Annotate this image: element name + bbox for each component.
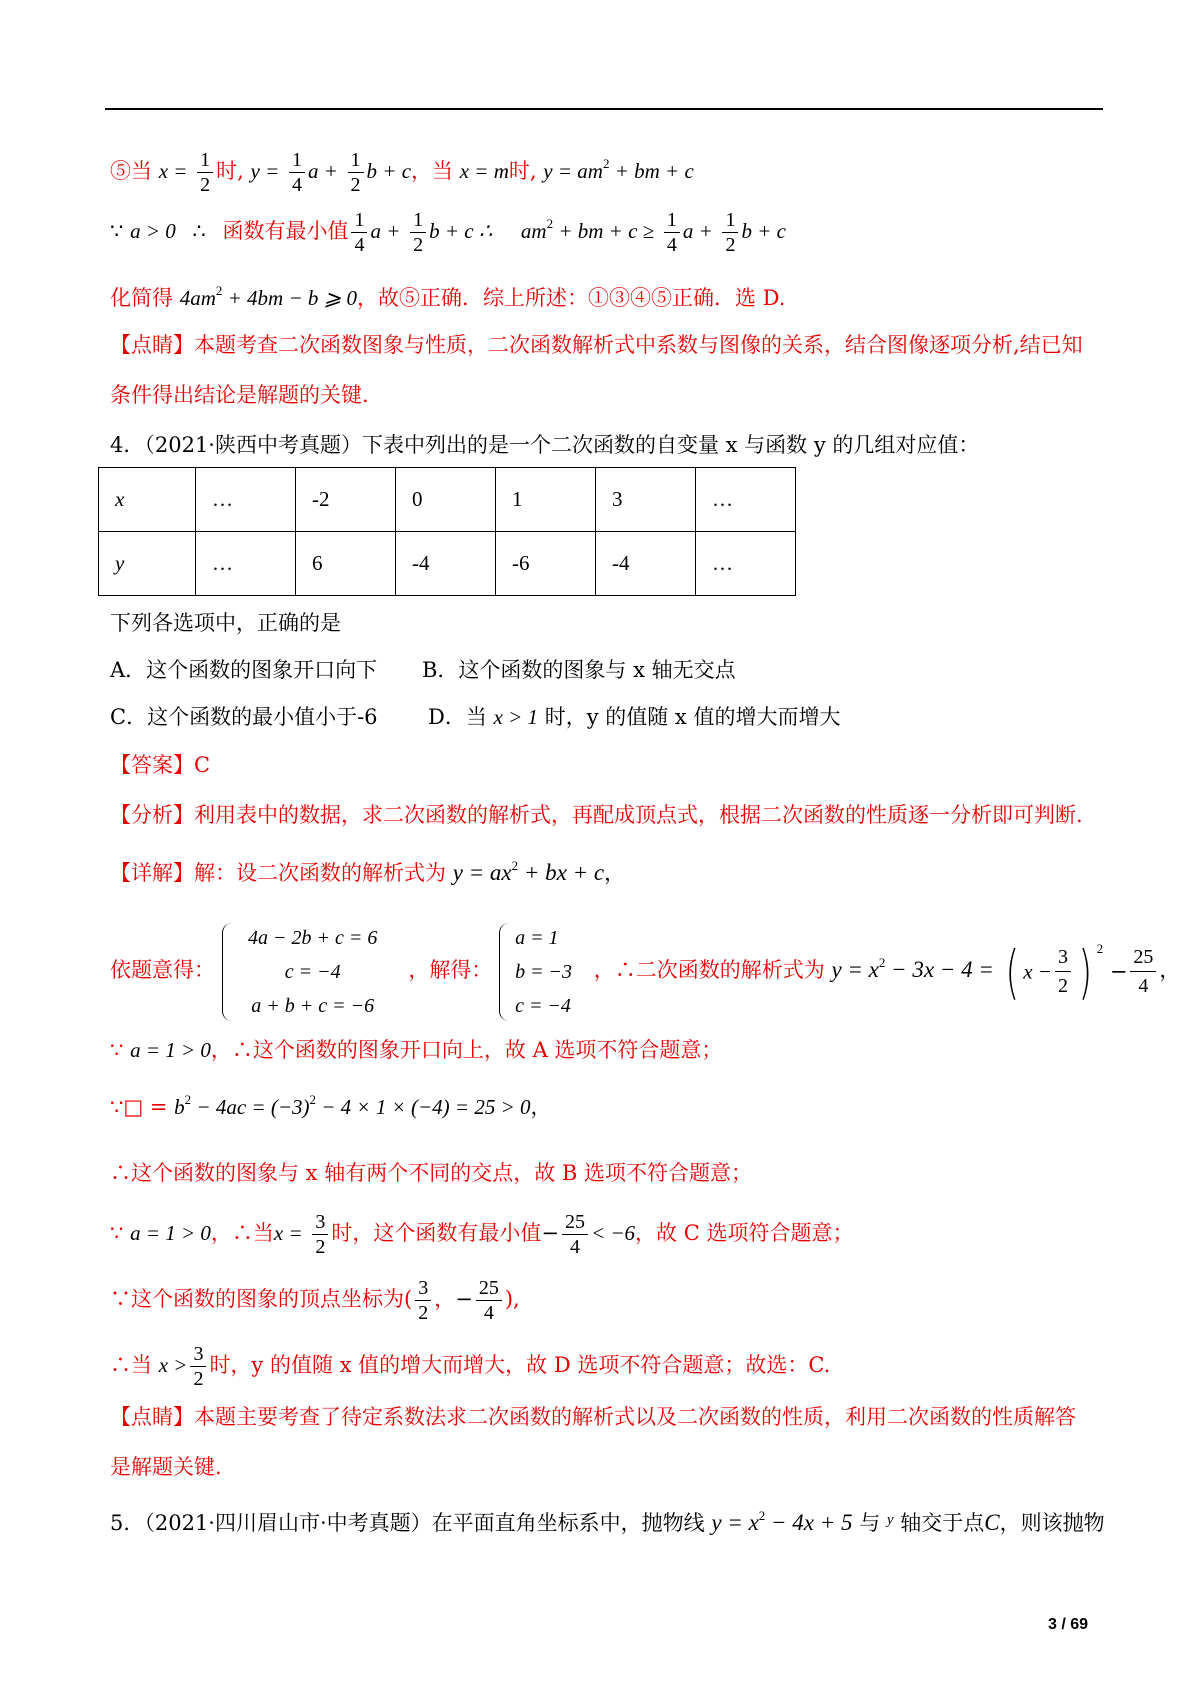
- table-cell: 0: [396, 468, 496, 532]
- fraction: $\frac{25}{4}$: [476, 1276, 502, 1325]
- step4: ∵ a = 1 > 0，∴当x = $\frac{3}{2}$ 时，这个函数有最小值− $\frac{25}{4}$ < −6，故 C 选项符合题意；: [110, 1211, 854, 1258]
- fraction: $\frac{1}{2}$: [348, 148, 364, 197]
- step2: ∵□ = $b^2 - 4ac = (-3)^2 - 4 \times 1 \times (-4) = 25 > 0$，: [110, 1092, 552, 1119]
- fraction: $\frac{25}{4}$: [1130, 943, 1156, 1000]
- fraction: $\frac{3}{2}$: [190, 1342, 206, 1391]
- q3-simplify-line: 化简得 $4am^2 + 4bm - b$ ⩾ 0，故⑤正确．综上所述：①③④⑤正确．选 D.: [110, 283, 786, 310]
- table-cell: …: [696, 532, 796, 596]
- table-cell: -4: [596, 532, 696, 596]
- answer: 【答案】C: [110, 753, 211, 777]
- system-line: 依题意得： 4a − 2b + c = 6 c = −4 a + b + c = −6 ，解得： a = 1 b = −3 c = −4 ，∴二次函数的解析式为 $y = x^2 - 3x - 4$ = ( x − $\frac{3}{2}$ ) $^2$ − $\frac{25}{4}$ ，: [110, 915, 1180, 1027]
- fraction: $\frac{1}{4}$: [289, 148, 305, 197]
- table-row: [99, 468, 796, 532]
- step1: ∵ a = 1 > 0，∴这个函数的图象开口向上，故 A 选项不符合题意；: [110, 1038, 723, 1062]
- q4-comment-line1: 【点睛】本题主要考查了待定系数法求二次函数的解析式以及二次函数的性质，利用二次函数的性质解答: [110, 1405, 1076, 1429]
- table-cell: 3: [596, 468, 696, 532]
- table-cell: …: [196, 532, 296, 596]
- table-cell: -6: [496, 532, 596, 596]
- table-cell: …: [196, 468, 296, 532]
- q4-stem: 4．（2021·陕西中考真题）下表中列出的是一个二次函数的自变量 x 与函数 y 的几组对应值：: [110, 433, 980, 457]
- q3-because-line: ∵ a > 0 ∴ 函数有最小值 $\frac{1}{4}$ a + $\frac{1}{2}$ b + c ∴ $am^2$ + bm + c ≥ $\frac{1}{4}$ a + $\frac{1}{2}$ b + c: [110, 209, 786, 256]
- fraction: $\frac{3}{2}$: [312, 1210, 328, 1259]
- equation-system: 4a − 2b + c = 6 c = −4 a + b + c = −6: [222, 921, 388, 1023]
- table-cell: 1: [496, 468, 596, 532]
- q4-comment-line2: 是解题关键.: [110, 1455, 222, 1479]
- item5-label: ⑤当: [110, 159, 152, 183]
- fraction: $\frac{3}{2}$: [1055, 943, 1071, 1000]
- fraction: $\frac{1}{2}$: [722, 208, 738, 257]
- fraction: $\frac{3}{2}$: [415, 1276, 431, 1325]
- step3: ∴这个函数的图象与 x 轴有两个不同的交点，故 B 选项不符合题意；: [110, 1161, 752, 1185]
- option-a: A．这个函数的图象开口向下: [110, 658, 378, 682]
- option-b: B．这个函数的图象与 x 轴无交点: [422, 658, 736, 682]
- header-rule: [105, 108, 1103, 110]
- fraction: $\frac{1}{4}$: [664, 208, 680, 257]
- option-c: C．这个函数的最小值小于-6: [110, 705, 378, 729]
- fraction: $\frac{1}{2}$: [197, 148, 213, 197]
- analysis: 【分析】利用表中的数据，求二次函数的解析式，再配成顶点式，根据二次函数的性质逐一分析即可判断.: [110, 803, 1083, 827]
- q3-item5-line: ⑤当 x = $\frac{1}{2}$ 时, y = $\frac{1}{4}$ a + $\frac{1}{2}$ b + c，当 x = m时, $y = am^2$ + bm + c: [110, 149, 694, 196]
- detail-line: 【详解】解：设二次函数的解析式为 $y = ax^2$ + bx + c，: [110, 858, 626, 885]
- step5: ∵这个函数的图象的顶点坐标为( $\frac{3}{2}$ ，− $\frac{25}{4}$ ),: [110, 1277, 520, 1324]
- table-cell: 6: [296, 532, 396, 596]
- table-cell: x: [99, 468, 196, 532]
- table-cell: …: [696, 468, 796, 532]
- q5-stem: 5．（2021·四川眉山市·中考真题）在平面直角坐标系中，抛物线 $y = x^2 - 4x + 5$ 与 $^y$ 轴交于点C，则该抛物: [110, 1508, 1105, 1535]
- solution-system: a = 1 b = −3 c = −4: [499, 921, 587, 1023]
- table-cell: -2: [296, 468, 396, 532]
- values-table: [98, 467, 796, 596]
- q4-prompt: 下列各选项中，正确的是: [110, 611, 341, 635]
- fraction: $\frac{25}{4}$: [562, 1210, 588, 1259]
- q3-comment-line1: 【点睛】本题考查二次函数图象与性质，二次函数解析式中系数与图像的关系，结合图像逐项分析,结已知: [110, 333, 1083, 357]
- fraction: $\frac{1}{4}$: [351, 208, 367, 257]
- fraction: $\frac{1}{2}$: [410, 208, 426, 257]
- q3-comment-line2: 条件得出结论是解题的关键.: [110, 383, 369, 407]
- option-d: D．当 x > 1 时，y 的值随 x 值的增大而增大: [428, 705, 841, 729]
- page-number: 3 / 69: [1048, 1616, 1089, 1633]
- table-cell: y: [99, 532, 196, 596]
- table-row: [99, 532, 796, 596]
- table-cell: -4: [396, 532, 496, 596]
- step6: ∴当 x > $\frac{3}{2}$ 时，y 的值随 x 值的增大而增大，故 D 选项不符合题意；故选：C.: [110, 1343, 831, 1390]
